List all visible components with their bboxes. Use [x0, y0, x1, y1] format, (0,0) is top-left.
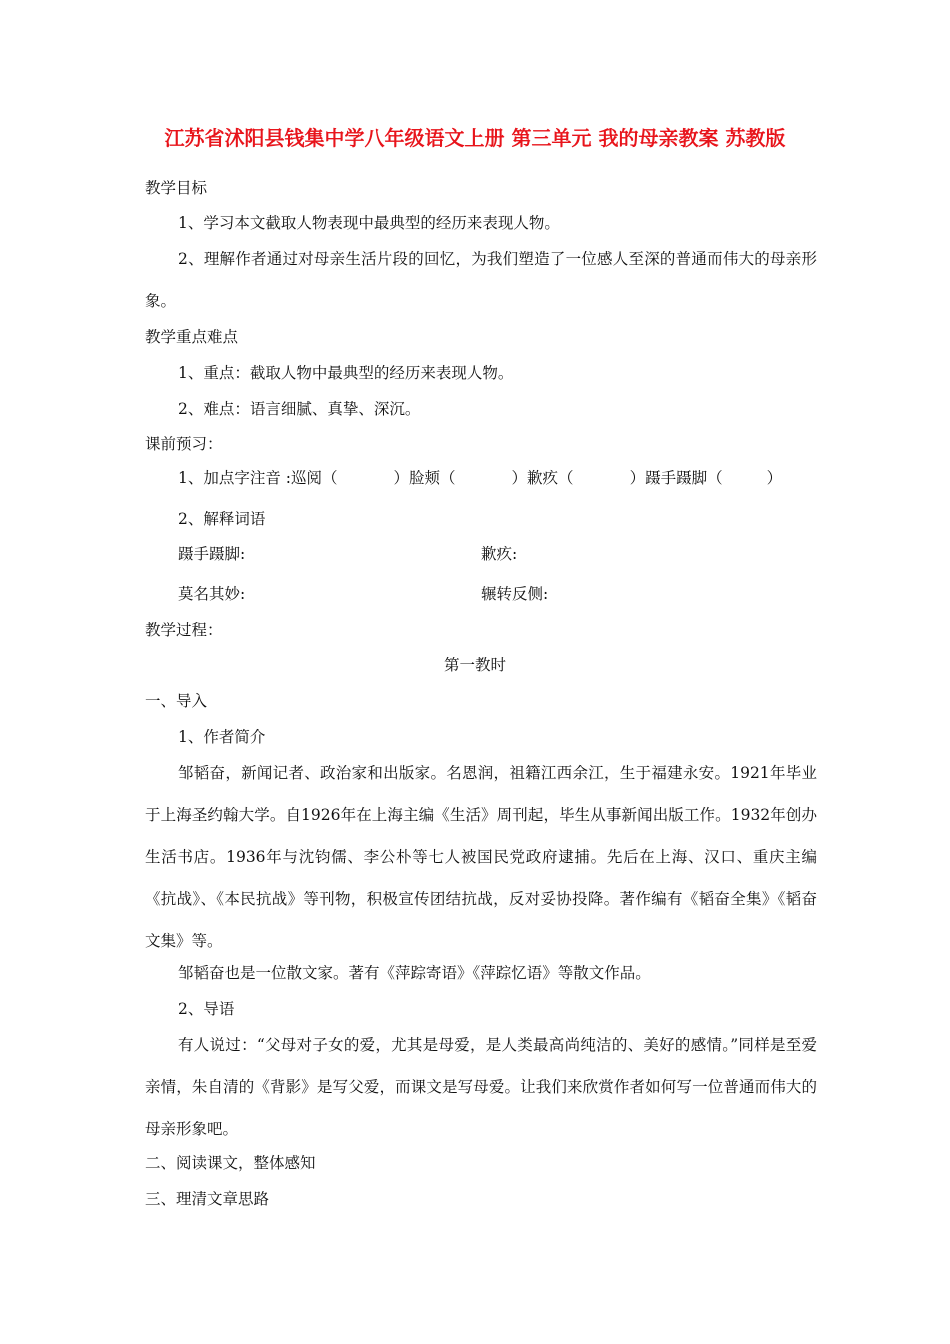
author-intro-heading: 1、作者简介: [178, 728, 266, 746]
pinyin-label: 1、加点字注音 :: [178, 469, 292, 487]
section-3-heading: 三、理清文章思路: [145, 1190, 270, 1208]
lead-in-text: 有人说过：“父母对子女的爱，尤其是母爱，是人类最高尚纯洁的、美好的感情。”同样是至爱亲情，朱自清的《背影》是写父爱，而课文是写母爱。让我们来欣赏作者如何写一位普通而伟大的母亲形象吧。: [145, 1036, 817, 1138]
pinyin-word-3: ）歉疚（: [511, 469, 574, 487]
pinyin-word-2: ）脸颊（: [393, 469, 456, 487]
key-points-heading: 教学重点难点: [145, 328, 239, 346]
pinyin-exercise: [178, 467, 782, 489]
key-point-1: 1、重点：截取人物中最典型的经历来表现人物。: [178, 364, 514, 382]
process-heading: 教学过程：: [145, 621, 223, 639]
session-heading: 第一教时: [443, 656, 506, 674]
key-point-2: 2、难点：语言细腻、真挚、深沉。: [178, 400, 421, 418]
vocab-item-b: 歉疚:: [481, 545, 518, 563]
objective-item-1: 1、学习本文截取人物表现中最典型的经历来表现人物。: [178, 214, 560, 232]
pinyin-word-1: 巡阅（: [291, 469, 338, 487]
lead-in-heading: 2、导语: [178, 1000, 235, 1018]
pinyin-word-4: ）蹑手蹑脚（: [629, 469, 723, 487]
objective-item-2: 2、理解作者通过对母亲生活片段的回忆，为我们塑造了一位感人至深的普通而伟大的母亲形象。: [145, 250, 817, 310]
vocab-item-d: 辗转反侧:: [481, 585, 549, 603]
document-title: 江苏省沭阳县钱集中学八年级语文上册 第三单元 我的母亲教案 苏教版: [164, 126, 786, 150]
preview-heading: 课前预习：: [145, 435, 223, 453]
pinyin-word-5: ）: [766, 469, 783, 487]
section-1-heading: 一、导入: [145, 692, 208, 710]
objectives-heading: 教学目标: [145, 179, 208, 197]
section-2-heading: 二、阅读课文，整体感知: [145, 1154, 316, 1172]
vocab-label: 2、解释词语: [178, 510, 266, 528]
author-bio-2: 邹韬奋也是一位散文家。著有《萍踪寄语》《萍踪忆语》等散文作品。: [178, 964, 651, 982]
vocab-item-a: 蹑手蹑脚:: [178, 545, 246, 563]
vocab-item-c: 莫名其妙:: [178, 585, 246, 603]
author-bio: 邹韬奋，新闻记者、政治家和出版家。名恩润，祖籍江西余江，生于福建永安。1921年毕业于上海圣约翰大学。自1926年在上海主编《生活》周刊起，毕生从事新闻出版工作。1932年创办生活书店。1936年与沈钧儒、李公朴等七人被国民党政府逮捕。先后在上海、汉口、重庆主编《抗战》、《本民抗战》等刊物，积极宣传团结抗战，反对妥协投降。著作编有《韬奋全集》《韬奋文集》等。: [145, 764, 817, 950]
